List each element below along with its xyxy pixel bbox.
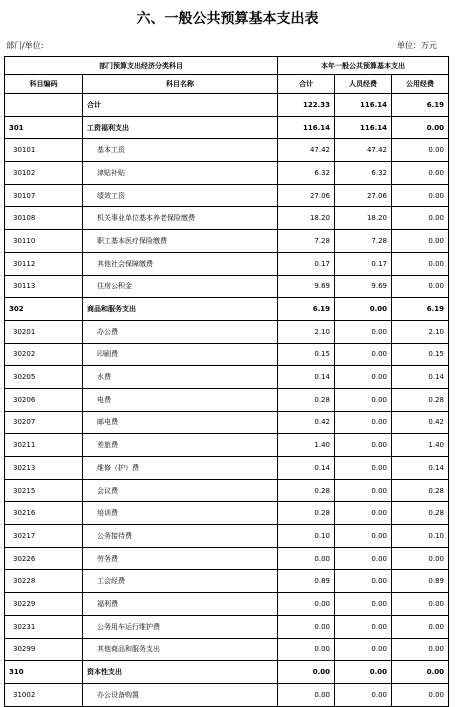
cell-code: 30107 [5, 184, 83, 207]
table-group-header [5, 57, 449, 75]
cell-personnel: 0.00 [335, 320, 392, 343]
cell-total: 0.00 [278, 638, 335, 661]
table-row [5, 388, 449, 411]
cell-code: 302 [5, 298, 83, 321]
cell-name: 会议费 [83, 479, 278, 502]
cell-personnel: 27.06 [335, 184, 392, 207]
table-row [5, 320, 449, 343]
table-column-header [5, 75, 449, 94]
cell-code: 30228 [5, 570, 83, 593]
table-row [5, 252, 449, 275]
cell-personnel: 0.00 [335, 525, 392, 548]
cell-personnel: 0.00 [335, 343, 392, 366]
table-row [5, 638, 449, 661]
cell-personnel: 0.00 [335, 434, 392, 457]
cell-personnel: 0.00 [335, 298, 392, 321]
cell-code: 30231 [5, 615, 83, 638]
cell-total: 18.20 [278, 207, 335, 230]
cell-total: 116.14 [278, 116, 335, 139]
cell-name: 福利费 [83, 593, 278, 616]
cell-code: 30205 [5, 366, 83, 389]
cell-public: 0.00 [392, 593, 449, 616]
table-row [5, 366, 449, 389]
cell-personnel: 0.00 [335, 457, 392, 480]
cell-total: 122.33 [278, 94, 335, 117]
cell-personnel: 0.00 [335, 570, 392, 593]
cell-personnel: 0.17 [335, 252, 392, 275]
cell-public: 0.00 [392, 230, 449, 253]
cell-total: 47.42 [278, 139, 335, 162]
cell-total: 27.06 [278, 184, 335, 207]
table-row [5, 457, 449, 480]
department-label: 部门/单位: [6, 41, 44, 50]
cell-total: 0.14 [278, 366, 335, 389]
cell-name: 工会经费 [83, 570, 278, 593]
cell-public: 0.14 [392, 366, 449, 389]
cell-code: 30112 [5, 252, 83, 275]
cell-public: 0.00 [392, 207, 449, 230]
cell-code: 30113 [5, 275, 83, 298]
cell-public: 0.89 [392, 570, 449, 593]
cell-code: 30110 [5, 230, 83, 253]
cell-code [5, 94, 83, 117]
cell-public: 0.00 [392, 184, 449, 207]
cell-public: 0.00 [392, 116, 449, 139]
cell-public: 0.00 [392, 638, 449, 661]
cell-name: 合计 [83, 94, 278, 117]
cell-name: 资本性支出 [83, 661, 278, 684]
cell-name: 其他社会保障缴费 [83, 252, 278, 275]
cell-total: 0.15 [278, 343, 335, 366]
table-row [5, 298, 449, 321]
cell-public: 6.19 [392, 298, 449, 321]
cell-personnel: 0.00 [335, 593, 392, 616]
table-row [5, 139, 449, 162]
cell-public: 0.14 [392, 457, 449, 480]
cell-total: 0.42 [278, 411, 335, 434]
cell-total: 0.00 [278, 547, 335, 570]
cell-total: 9.69 [278, 275, 335, 298]
cell-total: 0.00 [278, 683, 335, 706]
cell-public: 0.00 [392, 275, 449, 298]
cell-public: 6.19 [392, 94, 449, 117]
cell-public: 0.00 [392, 661, 449, 684]
table-row [5, 479, 449, 502]
cell-code: 30226 [5, 547, 83, 570]
cell-public: 0.42 [392, 411, 449, 434]
table-row [5, 593, 449, 616]
table-row [5, 434, 449, 457]
cell-code: 30229 [5, 593, 83, 616]
cell-code: 30207 [5, 411, 83, 434]
cell-public: 0.10 [392, 525, 449, 548]
cell-code: 30215 [5, 479, 83, 502]
cell-code: 301 [5, 116, 83, 139]
cell-personnel: 116.14 [335, 116, 392, 139]
table-row [5, 275, 449, 298]
cell-total: 7.28 [278, 230, 335, 253]
cell-public: 0.28 [392, 479, 449, 502]
cell-code: 30108 [5, 207, 83, 230]
cell-total: 0.17 [278, 252, 335, 275]
cell-name: 住房公积金 [83, 275, 278, 298]
cell-personnel: 47.42 [335, 139, 392, 162]
cell-personnel: 0.00 [335, 638, 392, 661]
cell-name: 商品和服务支出 [83, 298, 278, 321]
cell-code: 31002 [5, 683, 83, 706]
cell-personnel: 0.00 [335, 411, 392, 434]
cell-code: 30211 [5, 434, 83, 457]
cell-total: 0.28 [278, 479, 335, 502]
cell-name: 津贴补贴 [83, 162, 278, 185]
cell-personnel: 9.69 [335, 275, 392, 298]
cell-name: 差旅费 [83, 434, 278, 457]
table-row [5, 570, 449, 593]
table-row [5, 230, 449, 253]
cell-name: 印刷费 [83, 343, 278, 366]
table-row [5, 207, 449, 230]
cell-public: 0.00 [392, 683, 449, 706]
table-row [5, 683, 449, 706]
cell-name: 机关事业单位基本养老保险缴费 [83, 207, 278, 230]
group-header-classification: 部门预算支出经济分类科目 [5, 57, 278, 75]
table-row [5, 661, 449, 684]
cell-code: 30216 [5, 502, 83, 525]
cell-public: 1.40 [392, 434, 449, 457]
cell-personnel: 116.14 [335, 94, 392, 117]
cell-name: 劳务费 [83, 547, 278, 570]
cell-total: 0.00 [278, 661, 335, 684]
cell-name: 水费 [83, 366, 278, 389]
cell-public: 0.00 [392, 162, 449, 185]
column-header-code: 科目编码 [5, 75, 83, 94]
cell-public: 0.00 [392, 252, 449, 275]
cell-public: 2.10 [392, 320, 449, 343]
table-row [5, 502, 449, 525]
cell-total: 0.89 [278, 570, 335, 593]
table-row [5, 343, 449, 366]
cell-code: 30102 [5, 162, 83, 185]
column-header-public: 公用经费 [392, 75, 449, 94]
cell-total: 0.10 [278, 525, 335, 548]
group-header-expenditure: 本年一般公共预算基本支出 [278, 57, 449, 75]
table-row [5, 94, 449, 117]
cell-code: 30206 [5, 388, 83, 411]
cell-public: 0.28 [392, 388, 449, 411]
cell-name: 维修（护）费 [83, 457, 278, 480]
cell-name: 基本工资 [83, 139, 278, 162]
cell-public: 0.00 [392, 615, 449, 638]
cell-total: 0.14 [278, 457, 335, 480]
cell-name: 绩效工资 [83, 184, 278, 207]
cell-public: 0.00 [392, 139, 449, 162]
cell-code: 310 [5, 661, 83, 684]
cell-personnel: 6.32 [335, 162, 392, 185]
cell-personnel: 18.20 [335, 207, 392, 230]
page-title: 六、一般公共预算基本支出表 [136, 11, 319, 27]
cell-name: 其他商品和服务支出 [83, 638, 278, 661]
cell-personnel: 0.00 [335, 547, 392, 570]
cell-personnel: 7.28 [335, 230, 392, 253]
cell-code: 30217 [5, 525, 83, 548]
cell-total: 0.28 [278, 502, 335, 525]
cell-personnel: 0.00 [335, 366, 392, 389]
cell-public: 0.15 [392, 343, 449, 366]
cell-personnel: 0.00 [335, 615, 392, 638]
column-header-total: 合计 [278, 75, 335, 94]
budget-table [4, 56, 449, 707]
cell-name: 办公费 [83, 320, 278, 343]
cell-code: 30101 [5, 139, 83, 162]
cell-name: 工资福利支出 [83, 116, 278, 139]
table-row [5, 162, 449, 185]
cell-total: 0.28 [278, 388, 335, 411]
table-row [5, 411, 449, 434]
cell-name: 培训费 [83, 502, 278, 525]
cell-personnel: 0.00 [335, 479, 392, 502]
cell-personnel: 0.00 [335, 502, 392, 525]
cell-code: 30299 [5, 638, 83, 661]
cell-name: 电费 [83, 388, 278, 411]
cell-total: 0.00 [278, 615, 335, 638]
cell-name: 公务接待费 [83, 525, 278, 548]
cell-public: 0.00 [392, 547, 449, 570]
cell-code: 30213 [5, 457, 83, 480]
table-row [5, 184, 449, 207]
table-row [5, 547, 449, 570]
column-header-personnel: 人员经费 [335, 75, 392, 94]
cell-public: 0.28 [392, 502, 449, 525]
table-row [5, 116, 449, 139]
cell-name: 办公设备购置 [83, 683, 278, 706]
cell-total: 6.32 [278, 162, 335, 185]
cell-total: 0.00 [278, 593, 335, 616]
cell-name: 公务用车运行维护费 [83, 615, 278, 638]
cell-personnel: 0.00 [335, 683, 392, 706]
cell-total: 6.19 [278, 298, 335, 321]
cell-name: 职工基本医疗保险缴费 [83, 230, 278, 253]
cell-personnel: 0.00 [335, 388, 392, 411]
cell-total: 1.40 [278, 434, 335, 457]
cell-personnel: 0.00 [335, 661, 392, 684]
table-row [5, 615, 449, 638]
column-header-name: 科目名称 [83, 75, 278, 94]
cell-total: 2.10 [278, 320, 335, 343]
cell-code: 30201 [5, 320, 83, 343]
cell-name: 邮电费 [83, 411, 278, 434]
cell-code: 30202 [5, 343, 83, 366]
unit-label: 单位：万元 [397, 41, 437, 50]
table-row [5, 525, 449, 548]
